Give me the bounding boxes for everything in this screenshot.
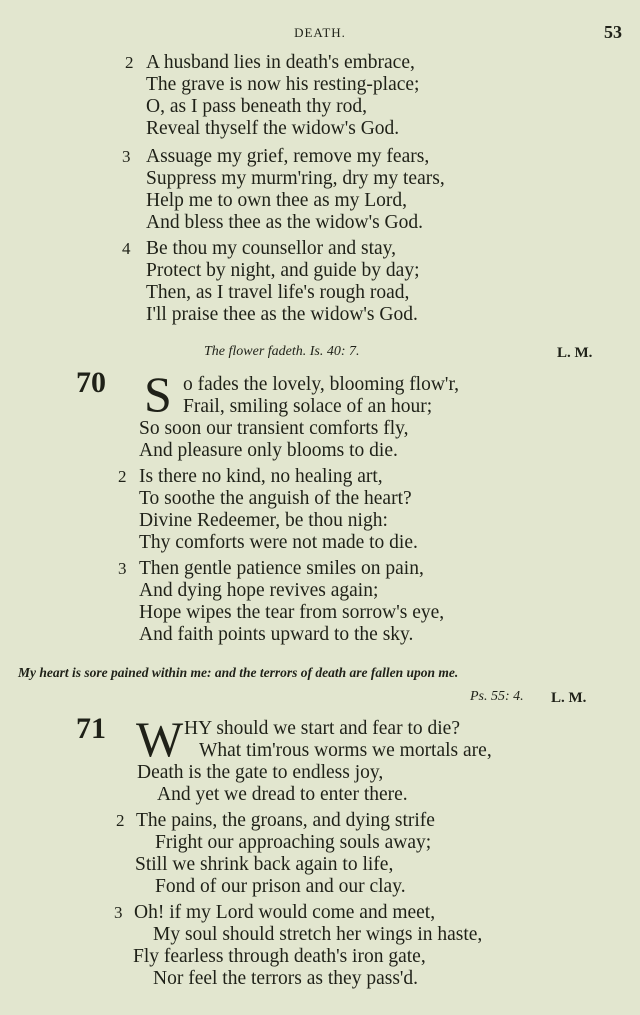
hymn-line: Still we shrink back again to life, — [135, 854, 394, 875]
hymn-line: o fades the lovely, blooming flow'r, — [183, 374, 460, 395]
hymn-line: The grave is now his resting-place; — [146, 74, 420, 95]
hymn-line: And pleasure only blooms to die. — [139, 440, 398, 461]
verse-number: 3 — [118, 559, 127, 578]
drop-cap: S — [144, 366, 172, 422]
hymn-line: I'll praise thee as the widow's God. — [146, 304, 418, 325]
hymn-line: What tim'rous worms we mortals are, — [199, 740, 492, 761]
hymn-line: Oh! if my Lord would come and meet, — [134, 902, 436, 923]
hymn-line: Fond of our prison and our clay. — [155, 876, 406, 897]
hymn-line: Protect by night, and guide by day; — [146, 260, 420, 281]
hymn-line: Then gentle patience smiles on pain, — [139, 558, 424, 579]
drop-cap: W — [136, 711, 184, 767]
hymn-line: Death is the gate to endless joy, — [137, 762, 384, 783]
scripture-reference: The flower fadeth. Is. 40: 7. — [204, 344, 360, 359]
hymn-line: Suppress my murm'ring, dry my tears, — [146, 168, 445, 189]
verse-number: 3 — [114, 903, 123, 922]
hymn-line: Fly fearless through death's iron gate, — [133, 946, 426, 967]
hymn-line: Thy comforts were not made to die. — [139, 532, 418, 553]
scripture-reference: Ps. 55: 4. — [470, 689, 524, 704]
meter-label: L. M. — [557, 345, 593, 361]
hymn-line: And dying hope revives again; — [139, 580, 379, 601]
hymn-line: Assuage my grief, remove my fears, — [146, 146, 430, 167]
hymn-line: Be thou my counsellor and stay, — [146, 238, 397, 259]
hymn-line: Help me to own thee as my Lord, — [146, 190, 408, 211]
verse-number: 2 — [116, 811, 125, 830]
hymn-line: And faith points upward to the sky. — [139, 624, 414, 645]
verse-number: 3 — [122, 147, 131, 166]
hymn-line: A husband lies in death's embrace, — [146, 52, 415, 73]
hymn-line: So soon our transient comforts fly, — [139, 418, 409, 439]
hymn-line: My soul should stretch her wings in haste, — [153, 924, 483, 945]
hymn-number: 70 — [76, 366, 106, 399]
hymn-line: Fright our approaching souls away; — [155, 832, 432, 853]
running-title: DEATH. — [294, 25, 346, 40]
epigraph: My heart is sore pained within me: and the terrors of death are fallen upon me. — [18, 665, 459, 680]
hymn-line: O, as I pass beneath thy rod, — [146, 96, 367, 117]
hymn-line: Then, as I travel life's rough road, — [146, 282, 410, 303]
hymn-line: Nor feel the terrors as they pass'd. — [153, 968, 419, 989]
hymn-number: 71 — [76, 712, 106, 745]
hymn-line: The pains, the groans, and dying strife — [136, 810, 435, 831]
hymn-line: Divine Redeemer, be thou nigh: — [139, 510, 388, 531]
hymn-line: Is there no kind, no healing art, — [139, 466, 383, 487]
hymn-line: To soothe the anguish of the heart? — [139, 488, 412, 509]
hymn-line: HY should we start and fear to die? — [184, 718, 460, 739]
page-header — [0, 22, 640, 44]
verse-number: 2 — [118, 467, 127, 486]
hymn-line: And yet we dread to enter there. — [157, 784, 408, 805]
meter-label: L. M. — [551, 690, 587, 706]
hymn-line: Frail, smiling solace of an hour; — [183, 396, 433, 417]
hymn-line: And bless thee as the widow's God. — [146, 212, 424, 233]
hymn-line: Reveal thyself the widow's God. — [146, 118, 400, 139]
verse-number: 2 — [125, 53, 134, 72]
verse-number: 4 — [122, 239, 131, 258]
hymn-line: Hope wipes the tear from sorrow's eye, — [139, 602, 445, 623]
page-number: 53 — [604, 22, 622, 42]
